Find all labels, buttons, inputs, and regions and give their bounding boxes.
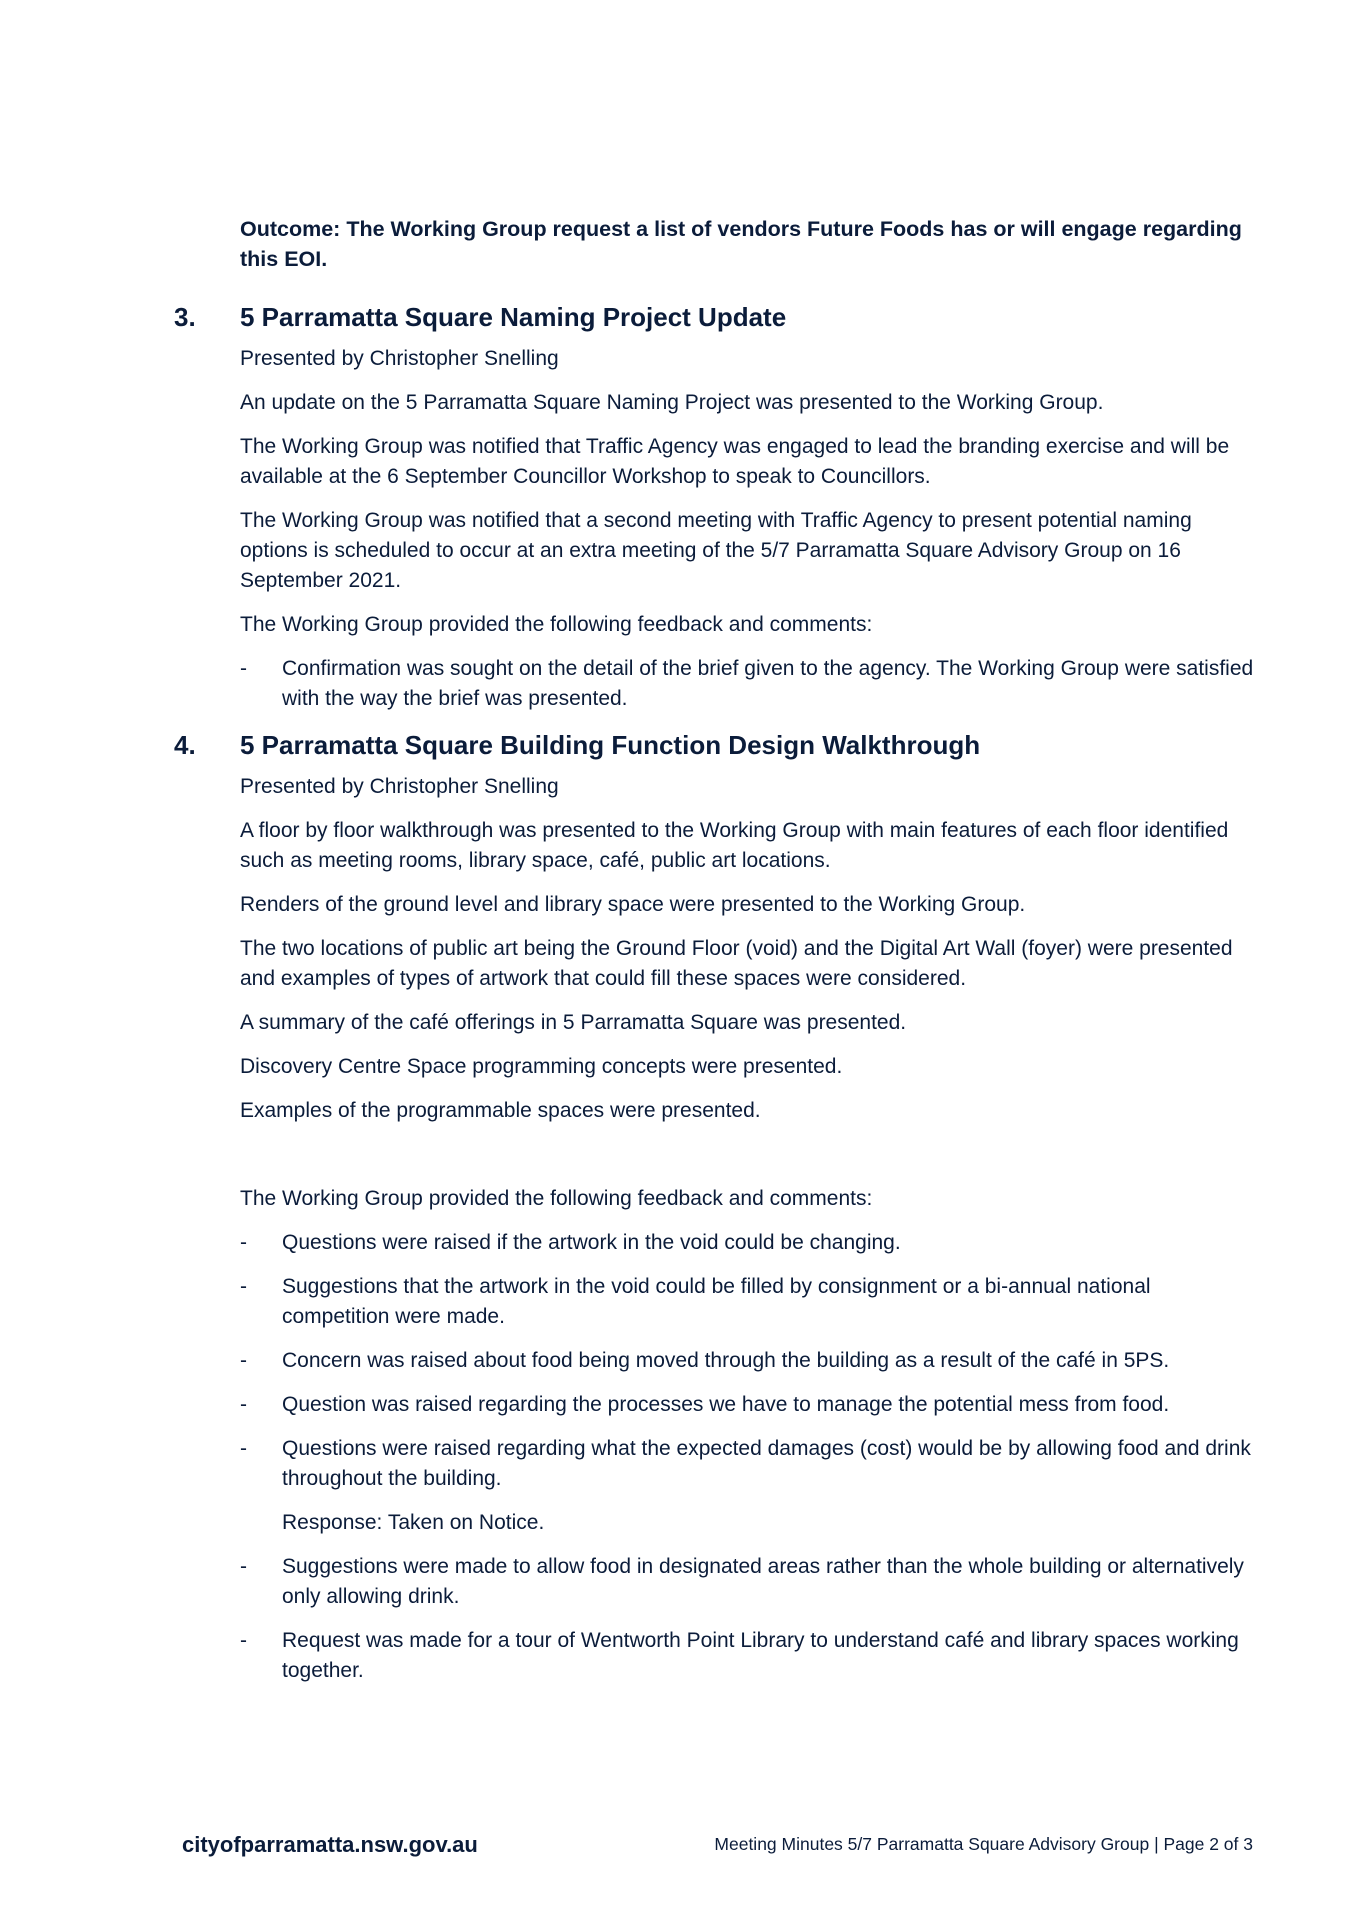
paragraph: The two locations of public art being the Ground Floor (void) and the Digital Art Wall (foyer) were presented and examples of types of artwork that could fill these spaces were considered. <box>240 937 1233 990</box>
dash-marker: - <box>240 1275 247 1298</box>
section-title: 5 Parramatta Square Naming Project Update <box>240 302 787 332</box>
dash-marker: - <box>240 1629 247 1652</box>
footer-page-info: Meeting Minutes 5/7 Parramatta Square Advisory Group | Page 2 of 3 <box>714 1834 1253 1854</box>
dash-marker: - <box>240 1555 247 1578</box>
section-title: 5 Parramatta Square Building Function Design Walkthrough <box>240 730 981 760</box>
list-item <box>240 1272 1260 1332</box>
response-note: Response: Taken on Notice. <box>282 1511 545 1534</box>
list-item-text: Question was raised regarding the processes we have to manage the potential mess from food. <box>282 1393 1170 1416</box>
paragraph: Examples of the programmable spaces were presented. <box>240 1099 761 1122</box>
footer-website-link[interactable]: cityofparramatta.nsw.gov.au <box>182 1832 478 1857</box>
paragraph: Renders of the ground level and library space were presented to the Working Group. <box>240 893 1026 916</box>
section-3 <box>174 300 1260 714</box>
paragraph: A summary of the café offerings in 5 Parramatta Square was presented. <box>240 1011 907 1034</box>
dash-marker: - <box>240 657 247 680</box>
list-item <box>240 1228 1260 1258</box>
section-4 <box>174 728 1260 1686</box>
feedback-list <box>240 654 1260 714</box>
feedback-intro: The Working Group provided the following feedback and comments: <box>240 1187 873 1210</box>
paragraph: The Working Group was notified that Traffic Agency was engaged to lead the branding exercise and will be available at the 6 September Councillor Workshop to speak to Councillors. <box>240 435 1230 488</box>
presenter-line: Presented by Christopher Snelling <box>240 775 559 798</box>
list-item-text: Suggestions were made to allow food in designated areas rather than the whole building or alternatively only allowing drink. <box>282 1555 1244 1608</box>
paragraph: Discovery Centre Space programming concepts were presented. <box>240 1055 843 1078</box>
dash-marker: - <box>240 1393 247 1416</box>
list-item-text: Questions were raised if the artwork in the void could be changing. <box>282 1231 901 1254</box>
list-item <box>240 654 1260 714</box>
feedback-intro: The Working Group provided the following feedback and comments: <box>240 613 873 636</box>
paragraph: An update on the 5 Parramatta Square Naming Project was presented to the Working Group. <box>240 391 1104 414</box>
list-item-text: Concern was raised about food being moved through the building as a result of the café in 5PS. <box>282 1349 1170 1372</box>
outcome-statement: Outcome: The Working Group request a list of vendors Future Foods has or will engage regarding this EOI. <box>240 217 1242 271</box>
list-item-text: Request was made for a tour of Wentworth Point Library to understand café and library spaces working together. <box>282 1629 1239 1682</box>
list-item <box>240 1390 1260 1420</box>
list-item-text: Suggestions that the artwork in the void could be filled by consignment or a bi-annual national competition were made. <box>282 1275 1151 1328</box>
list-item-text: Confirmation was sought on the detail of the brief given to the agency. The Working Group were satisfied with the way the brief was presented. <box>282 657 1254 710</box>
dash-marker: - <box>240 1231 247 1254</box>
list-item-text: Questions were raised regarding what the expected damages (cost) would be by allowing food and drink throughout the building. <box>282 1437 1251 1490</box>
page-content <box>174 214 1260 1700</box>
list-item <box>240 1434 1260 1494</box>
list-item <box>240 1626 1260 1686</box>
presenter-line: Presented by Christopher Snelling <box>240 347 559 370</box>
paragraph: The Working Group was notified that a second meeting with Traffic Agency to present potential naming options is scheduled to occur at an extra meeting of the 5/7 Parramatta Square Advisory Group on 16 September 2021. <box>240 509 1192 592</box>
list-item <box>240 1552 1260 1612</box>
paragraph: A floor by floor walkthrough was presented to the Working Group with main features of each floor identified such as meeting rooms, library space, café, public art locations. <box>240 819 1229 872</box>
feedback-list <box>240 1228 1260 1686</box>
list-item <box>240 1346 1260 1376</box>
section-number: 3. <box>174 302 196 332</box>
section-number: 4. <box>174 730 196 760</box>
dash-marker: - <box>240 1349 247 1372</box>
dash-marker: - <box>240 1437 247 1460</box>
